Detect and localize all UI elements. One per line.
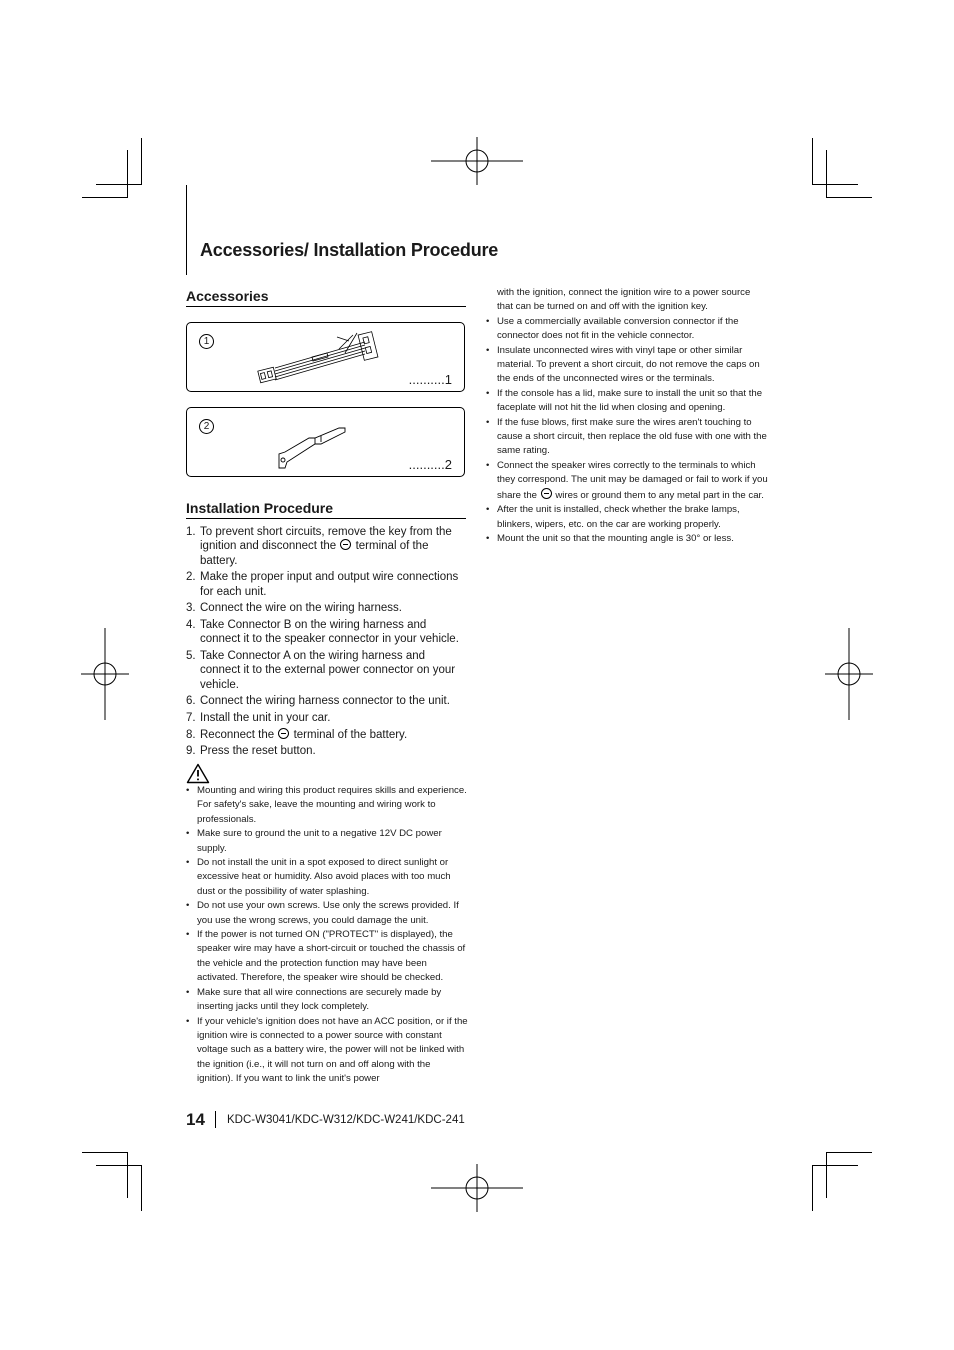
page-number: 14 <box>186 1110 205 1129</box>
cautions-right <box>486 286 768 546</box>
accessories-heading: Accessories <box>186 288 466 307</box>
caution-item: • If the power is not turned ON ("PROTECT" is displayed), the speaker wire may have a short-circuit or touched the chassis of the vehicle and the protection function may have been activated. Therefore, the speaker wire should be checked. <box>186 929 466 984</box>
cautions-left <box>186 784 468 1087</box>
title-rule <box>186 185 187 275</box>
accessory-quantity: ..........2 <box>408 457 452 472</box>
caution-item: • Mount the unit so that the mounting angle is 30° or less. <box>486 532 734 544</box>
registration-mark-left-icon <box>81 628 129 720</box>
footer-divider <box>215 1111 216 1128</box>
installation-steps <box>186 525 468 761</box>
accessory-number: 2 <box>199 419 214 434</box>
minus-terminal-icon <box>340 539 351 550</box>
wiring-harness-icon <box>257 327 382 387</box>
accessory-item-2 <box>186 407 465 477</box>
step-item: 5. Take Connector A on the wiring harness and connect it to the external power connector on your vehicle. <box>186 649 456 691</box>
step-item: 6. Connect the wiring harness connector to the unit. <box>186 695 450 708</box>
page-title: Accessories/ Installation Procedure <box>200 240 499 260</box>
caution-item: • If the console has a lid, make sure to install the unit so that the faceplate will not hit the lid when closing and opening. <box>486 387 763 414</box>
minus-terminal-icon <box>278 728 289 739</box>
accessory-item-1 <box>186 322 465 392</box>
caution-item: • Use a commercially available conversion connector if the connector does not fit in the vehicle connector. <box>486 315 739 342</box>
model-numbers: KDC-W3041/KDC-W312/KDC-W241/KDC-241 <box>227 1114 465 1126</box>
installation-heading: Installation Procedure <box>186 500 466 519</box>
minus-terminal-icon <box>541 488 552 499</box>
caution-item: • Do not install the unit in a spot exposed to direct sunlight or excessive heat or humidity. Also avoid places with too much dust or the possibility of water splashing. <box>186 857 451 897</box>
caution-item: • Connect the speaker wires correctly to the terminals to which they correspond. The unit may be damaged or fail to work if you share the wires or ground them to any metal part in the car. <box>486 459 768 501</box>
caution-item: with the ignition, connect the ignition wire to a power source that can be turned on and off with the ignition key. <box>497 287 751 313</box>
accessory-quantity: ..........1 <box>408 372 452 387</box>
step-item: 8. Reconnect the terminal of the battery. <box>186 728 408 741</box>
caution-item: • Do not use your own screws. Use only the screws provided. If you use the wrong screws, you could damage the unit. <box>186 900 459 926</box>
caution-item: • Insulate unconnected wires with vinyl tape or other similar material. To prevent a short circuit, do not remove the caps on the ends of the unconnected wires or the terminals. <box>486 344 760 385</box>
step-item: 1. To prevent short circuits, remove the key from the ignition and disconnect the terminal of the battery. <box>186 526 452 567</box>
registration-mark-top-icon <box>431 137 523 185</box>
warning-triangle-icon <box>186 763 210 784</box>
caution-item: • Make sure to ground the unit to a negative 12V DC power supply. <box>186 828 442 854</box>
step-item: 2. Make the proper input and output wire connections for each unit. <box>186 571 459 598</box>
registration-mark-right-icon <box>825 628 873 720</box>
caution-item: • Mounting and wiring this product requires skills and experience. For safety's sake, leave the mounting and wiring work to professionals. <box>186 785 467 825</box>
caution-item: • After the unit is installed, check whether the brake lamps, blinkers, wipers, etc. on the car are working properly. <box>486 504 740 530</box>
caution-item: • If the fuse blows, first make sure the wires aren't touching to cause a short circuit, then replace the old fuse with one with the same rating. <box>486 416 767 457</box>
step-item: 3. Connect the wire on the wiring harness. <box>186 602 402 615</box>
step-item: 7. Install the unit in your car. <box>186 711 331 724</box>
caution-item: • If your vehicle's ignition does not have an ACC position, or if the ignition wire is connected to a power source with constant voltage such as a battery wire, the power will not be linked with the ignition (i.e., it will not turn on and off along with the ignition). If you want to link the unit's power <box>186 1015 468 1085</box>
step-item: 4. Take Connector B on the wiring harness and connect it to the speaker connector in your vehicle. <box>186 618 459 646</box>
step-item: 9. Press the reset button. <box>186 745 316 758</box>
registration-mark-bottom-icon <box>431 1164 523 1212</box>
caution-item: • Make sure that all wire connections are securely made by inserting jacks until they lock completely. <box>186 986 442 1013</box>
accessory-number: 1 <box>199 334 214 349</box>
removal-key-icon <box>275 424 355 472</box>
